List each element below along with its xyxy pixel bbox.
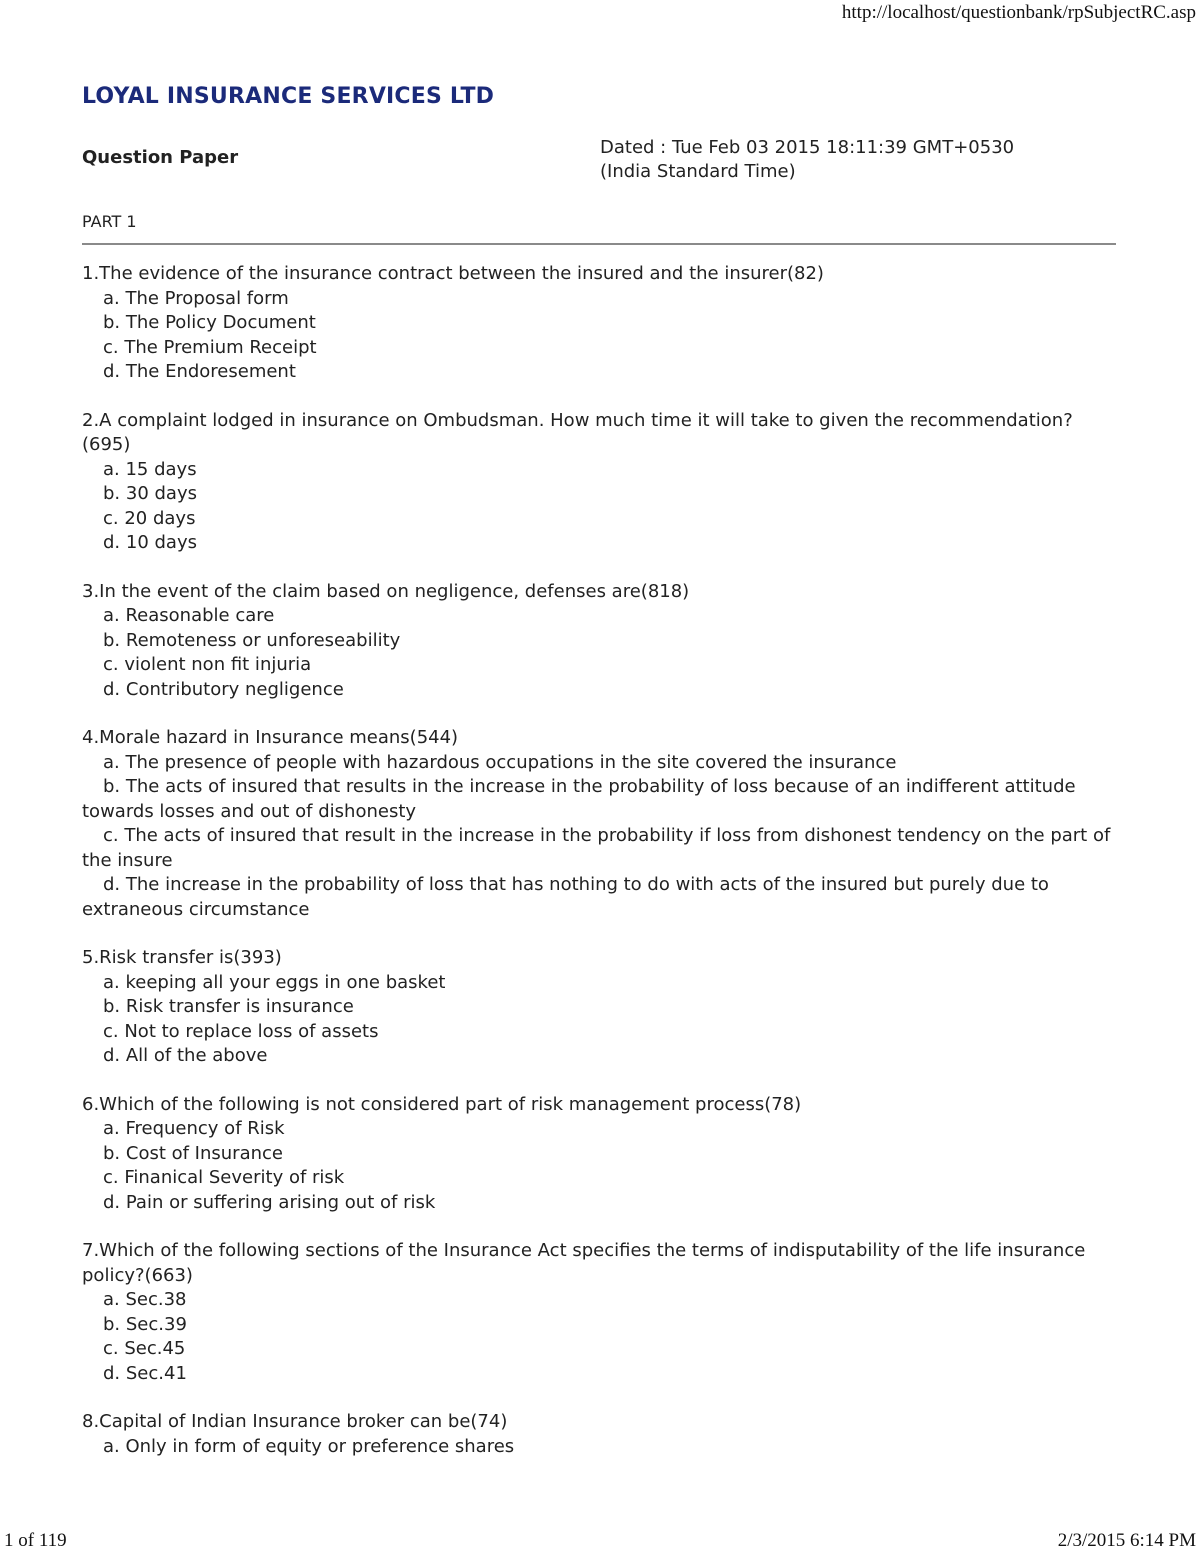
dated-line: Dated : Tue Feb 03 2015 18:11:39 GMT+0530 (600, 137, 1015, 158)
answer-option: d. Sec.41 (103, 1362, 187, 1384)
print-header-url: http://localhost/questionbank/rpSubjectRC.asp (841, 2, 1196, 23)
answer-option: c. violent non fit injuria (103, 654, 312, 675)
question-text: 4.Morale hazard in Insurance means(544) (82, 727, 459, 748)
answer-option: b. 30 days (103, 483, 197, 504)
timezone-line: (India Standard Time) (600, 161, 796, 182)
question-text: 5.Risk transfer is(393) (82, 947, 282, 968)
answer-option: c. The acts of insured that result in the increase in the probability if loss from dishonest tendency on the part of the insure (82, 825, 1111, 871)
answer-option: d. The Endoresement (103, 361, 296, 382)
question-list (82, 262, 1116, 1483)
answer-option: c. Sec.45 (103, 1338, 186, 1359)
answer-option: b. Risk transfer is insurance (103, 996, 354, 1017)
answer-option: b. The acts of insured that results in the increase in the probability of loss because of an indifferent attitude towards losses and out of dishonesty (82, 776, 1076, 822)
question-text: 7.Which of the following sections of the Insurance Act specifies the terms of indisputability of the life insurance policy?(663) (82, 1240, 1086, 1286)
question-item (82, 409, 1116, 556)
part-label: PART 1 (82, 212, 137, 231)
answer-option: a. Reasonable care (103, 605, 275, 626)
answer-option: d. Contributory negligence (103, 678, 344, 700)
answer-option: b. The Policy Document (103, 312, 316, 333)
answer-option: a. The presence of people with hazardous occupations in the site covered the insurance (103, 751, 897, 773)
answer-option: b. Cost of Insurance (103, 1142, 283, 1164)
answer-option: a. keeping all your eggs in one basket (103, 971, 446, 993)
print-footer-datetime: 2/3/2015 6:14 PM (1057, 1530, 1196, 1551)
question-item (82, 262, 1116, 385)
answer-option: a. Sec.38 (103, 1289, 187, 1310)
question-text: 3.In the event of the claim based on negligence, defenses are(818) (82, 580, 690, 602)
question-text: 2.A complaint lodged in insurance on Ombudsman. How much time it will take to given the recommendation?(695) (82, 409, 1073, 455)
answer-option: b. Remoteness or unforeseability (103, 629, 401, 651)
answer-option: d. Pain or suffering arising out of risk (103, 1191, 436, 1213)
section-divider (82, 243, 1116, 245)
question-item (82, 580, 1116, 703)
dated-block (600, 136, 1160, 184)
question-item (82, 726, 1116, 922)
answer-option: d. 10 days (103, 532, 197, 553)
answer-option: a. Frequency of Risk (103, 1118, 285, 1139)
question-text: 6.Which of the following is not considered part of risk management process(78) (82, 1093, 802, 1115)
question-item (82, 1410, 1116, 1459)
question-item (82, 1093, 1116, 1216)
paper-title: Question Paper (82, 147, 239, 168)
question-text: 1.The evidence of the insurance contract between the insured and the insurer(82) (82, 263, 824, 284)
answer-option: d. All of the above (103, 1045, 268, 1066)
answer-option: c. 20 days (103, 507, 196, 529)
answer-option: a. Only in form of equity or preference shares (103, 1435, 515, 1457)
print-footer-page-count: 1 of 119 (4, 1530, 67, 1551)
question-text: 8.Capital of Indian Insurance broker can be(74) (82, 1411, 508, 1432)
question-item (82, 946, 1116, 1069)
answer-option: b. Sec.39 (103, 1313, 187, 1335)
answer-option: c. Not to replace loss of assets (103, 1020, 379, 1042)
answer-option: a. The Proposal form (103, 287, 289, 309)
question-item (82, 1239, 1116, 1386)
answer-option: d. The increase in the probability of loss that has nothing to do with acts of the insured but purely due to extraneous circumstance (82, 874, 1049, 920)
answer-option: a. 15 days (103, 458, 197, 480)
company-title: LOYAL INSURANCE SERVICES LTD (82, 84, 495, 109)
answer-option: c. The Premium Receipt (103, 336, 317, 358)
answer-option: c. Finanical Severity of risk (103, 1167, 345, 1188)
